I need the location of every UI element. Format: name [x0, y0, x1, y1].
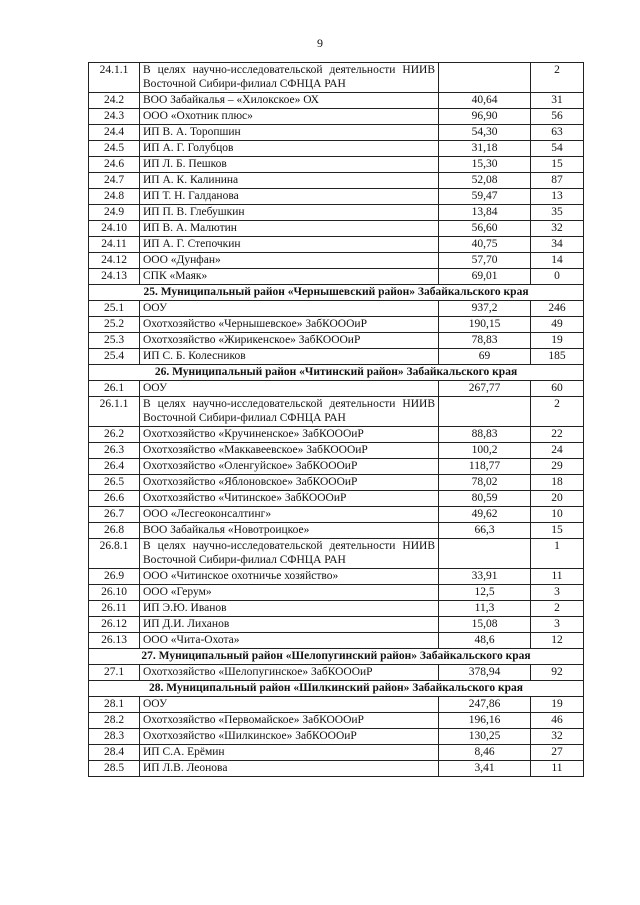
- row-count: 2: [531, 397, 584, 427]
- row-count: 87: [531, 173, 584, 189]
- table-row: [89, 427, 584, 443]
- table-row: [89, 491, 584, 507]
- row-count: 19: [531, 697, 584, 713]
- section-heading: 26. Муниципальный район «Читинский район» Забайкальского края: [89, 365, 584, 381]
- row-area: 69,01: [439, 269, 531, 285]
- row-count: 32: [531, 221, 584, 237]
- row-count: 49: [531, 317, 584, 333]
- hunting-grounds-table: [88, 62, 584, 777]
- table-row: [89, 617, 584, 633]
- row-name: ИП Т. Н. Галданова: [140, 189, 439, 205]
- row-number: 27.1: [89, 665, 140, 681]
- table-row: [89, 63, 584, 93]
- row-count: 13: [531, 189, 584, 205]
- row-area: 31,18: [439, 141, 531, 157]
- row-area: 3,41: [439, 761, 531, 777]
- row-number: 26.6: [89, 491, 140, 507]
- row-number: 26.1.1: [89, 397, 140, 427]
- row-count: 14: [531, 253, 584, 269]
- row-number: 24.3: [89, 109, 140, 125]
- table-row: [89, 173, 584, 189]
- row-area: 56,60: [439, 221, 531, 237]
- row-name: ООУ: [140, 301, 439, 317]
- table-row: [89, 397, 584, 427]
- row-name: ООО «Дунфан»: [140, 253, 439, 269]
- row-count: 60: [531, 381, 584, 397]
- row-area: 69: [439, 349, 531, 365]
- row-count: 18: [531, 475, 584, 491]
- table-row: [89, 523, 584, 539]
- row-area: 52,08: [439, 173, 531, 189]
- table-row: [89, 269, 584, 285]
- row-count: 24: [531, 443, 584, 459]
- row-number: 25.1: [89, 301, 140, 317]
- row-count: 31: [531, 93, 584, 109]
- table-body: [89, 63, 584, 777]
- row-name: Охотхозяйство «Жирикенское» ЗабКОООиР: [140, 333, 439, 349]
- row-name: Охотхозяйство «Оленгуйское» ЗабКОООиР: [140, 459, 439, 475]
- row-area: [439, 539, 531, 569]
- table-row: [89, 157, 584, 173]
- row-count: 2: [531, 63, 584, 93]
- row-area: 15,30: [439, 157, 531, 173]
- table-row: [89, 125, 584, 141]
- row-count: 27: [531, 745, 584, 761]
- row-count: 22: [531, 427, 584, 443]
- row-number: 25.2: [89, 317, 140, 333]
- row-count: 35: [531, 205, 584, 221]
- row-number: 24.7: [89, 173, 140, 189]
- row-number: 24.11: [89, 237, 140, 253]
- table-row: [89, 317, 584, 333]
- row-area: 130,25: [439, 729, 531, 745]
- row-count: 92: [531, 665, 584, 681]
- section-heading-row: [89, 285, 584, 301]
- table-row: [89, 93, 584, 109]
- table-row: [89, 253, 584, 269]
- row-number: 24.6: [89, 157, 140, 173]
- row-area: 33,91: [439, 569, 531, 585]
- table-row: [89, 475, 584, 491]
- table-row: [89, 745, 584, 761]
- row-count: 19: [531, 333, 584, 349]
- row-name: ИП С.А. Ерёмин: [140, 745, 439, 761]
- row-area: 57,70: [439, 253, 531, 269]
- row-count: 11: [531, 569, 584, 585]
- row-name: ВОО Забайкалья «Новотроицкое»: [140, 523, 439, 539]
- row-count: 10: [531, 507, 584, 523]
- row-area: 11,3: [439, 601, 531, 617]
- row-name: В целях научно-исследовательской деятельности НИИВ Восточной Сибири-филиал СФНЦА РАН: [140, 63, 439, 93]
- row-count: 2: [531, 601, 584, 617]
- row-count: 29: [531, 459, 584, 475]
- row-area: 267,77: [439, 381, 531, 397]
- table-row: [89, 507, 584, 523]
- row-name: В целях научно-исследовательской деятельности НИИВ Восточной Сибири-филиал СФНЦА РАН: [140, 539, 439, 569]
- section-heading: 25. Муниципальный район «Чернышевский район» Забайкальского края: [89, 285, 584, 301]
- row-name: ООО «Герум»: [140, 585, 439, 601]
- row-number: 28.1: [89, 697, 140, 713]
- row-name: ООО «Читинское охотничье хозяйство»: [140, 569, 439, 585]
- row-area: 78,83: [439, 333, 531, 349]
- row-number: 26.2: [89, 427, 140, 443]
- table-row: [89, 665, 584, 681]
- row-number: 28.4: [89, 745, 140, 761]
- row-count: 34: [531, 237, 584, 253]
- row-area: [439, 397, 531, 427]
- row-number: 26.13: [89, 633, 140, 649]
- table-row: [89, 601, 584, 617]
- row-area: 54,30: [439, 125, 531, 141]
- row-area: 196,16: [439, 713, 531, 729]
- row-name: ООО «Чита-Охота»: [140, 633, 439, 649]
- row-count: 3: [531, 585, 584, 601]
- row-number: 28.2: [89, 713, 140, 729]
- row-number: 26.7: [89, 507, 140, 523]
- table-row: [89, 443, 584, 459]
- row-name: ИП А. Г. Степочкин: [140, 237, 439, 253]
- row-name: Охотхозяйство «Маккавеевское» ЗабКОООиР: [140, 443, 439, 459]
- row-count: 15: [531, 523, 584, 539]
- row-area: 78,02: [439, 475, 531, 491]
- row-area: 15,08: [439, 617, 531, 633]
- row-number: 25.3: [89, 333, 140, 349]
- row-number: 26.8.1: [89, 539, 140, 569]
- table-row: [89, 221, 584, 237]
- row-name: ИП А. К. Калинина: [140, 173, 439, 189]
- row-area: 40,75: [439, 237, 531, 253]
- row-count: 54: [531, 141, 584, 157]
- table-row: [89, 713, 584, 729]
- row-area: 96,90: [439, 109, 531, 125]
- row-number: 24.5: [89, 141, 140, 157]
- row-number: 26.8: [89, 523, 140, 539]
- row-name: ООУ: [140, 381, 439, 397]
- section-heading-row: [89, 365, 584, 381]
- row-name: Охотхозяйство «Яблоновское» ЗабКОООиР: [140, 475, 439, 491]
- row-count: 56: [531, 109, 584, 125]
- row-area: 88,83: [439, 427, 531, 443]
- section-heading-row: [89, 681, 584, 697]
- row-name: Охотхозяйство «Кручиненское» ЗабКОООиР: [140, 427, 439, 443]
- row-name: ИП Э.Ю. Иванов: [140, 601, 439, 617]
- row-name: ООО «Охотник плюс»: [140, 109, 439, 125]
- row-count: 20: [531, 491, 584, 507]
- table-row: [89, 333, 584, 349]
- row-name: СПК «Маяк»: [140, 269, 439, 285]
- row-number: 24.9: [89, 205, 140, 221]
- row-area: 937,2: [439, 301, 531, 317]
- row-number: 24.12: [89, 253, 140, 269]
- row-count: 185: [531, 349, 584, 365]
- row-count: 11: [531, 761, 584, 777]
- row-name: Охотхозяйство «Шилкинское» ЗабКОООиР: [140, 729, 439, 745]
- row-count: 0: [531, 269, 584, 285]
- row-count: 1: [531, 539, 584, 569]
- table-row: [89, 459, 584, 475]
- row-number: 28.3: [89, 729, 140, 745]
- row-name: ИП Л. Б. Пешков: [140, 157, 439, 173]
- row-area: 66,3: [439, 523, 531, 539]
- row-area: 49,62: [439, 507, 531, 523]
- row-count: 32: [531, 729, 584, 745]
- page-number: 9: [317, 36, 323, 50]
- table-row: [89, 237, 584, 253]
- row-area: 8,46: [439, 745, 531, 761]
- row-count: 246: [531, 301, 584, 317]
- row-number: 26.11: [89, 601, 140, 617]
- row-area: 100,2: [439, 443, 531, 459]
- row-number: 26.3: [89, 443, 140, 459]
- row-count: 12: [531, 633, 584, 649]
- row-name: ИП Л.В. Леонова: [140, 761, 439, 777]
- table-row: [89, 585, 584, 601]
- row-area: 13,84: [439, 205, 531, 221]
- row-number: 26.9: [89, 569, 140, 585]
- row-area: 190,15: [439, 317, 531, 333]
- table-row: [89, 349, 584, 365]
- table-row: [89, 729, 584, 745]
- row-number: 24.1.1: [89, 63, 140, 93]
- table-row: [89, 381, 584, 397]
- row-number: 26.4: [89, 459, 140, 475]
- section-heading: 28. Муниципальный район «Шилкинский район» Забайкальского края: [89, 681, 584, 697]
- row-name: ИП Д.И. Лиханов: [140, 617, 439, 633]
- row-number: 25.4: [89, 349, 140, 365]
- row-count: 46: [531, 713, 584, 729]
- row-name: В целях научно-исследовательской деятельности НИИВ Восточной Сибири-филиал СФНЦА РАН: [140, 397, 439, 427]
- row-name: ИП В. А. Малютин: [140, 221, 439, 237]
- row-number: 24.10: [89, 221, 140, 237]
- row-area: 118,77: [439, 459, 531, 475]
- row-count: 63: [531, 125, 584, 141]
- table-row: [89, 697, 584, 713]
- section-heading-row: [89, 649, 584, 665]
- row-name: Охотхозяйство «Чернышевское» ЗабКОООиР: [140, 317, 439, 333]
- row-name: Охотхозяйство «Первомайское» ЗабКОООиР: [140, 713, 439, 729]
- row-count: 3: [531, 617, 584, 633]
- table-row: [89, 189, 584, 205]
- table-row: [89, 205, 584, 221]
- row-number: 24.13: [89, 269, 140, 285]
- row-area: 12,5: [439, 585, 531, 601]
- row-name: ООО «Лесгеоконсалтинг»: [140, 507, 439, 523]
- row-area: [439, 63, 531, 93]
- row-count: 15: [531, 157, 584, 173]
- section-heading: 27. Муниципальный район «Шелопугинский район» Забайкальского края: [89, 649, 584, 665]
- row-number: 24.2: [89, 93, 140, 109]
- row-name: Охотхозяйство «Шелопугинское» ЗабКОООиР: [140, 665, 439, 681]
- row-name: ИП В. А. Торопшин: [140, 125, 439, 141]
- row-area: 378,94: [439, 665, 531, 681]
- row-area: 59,47: [439, 189, 531, 205]
- row-area: 48,6: [439, 633, 531, 649]
- row-number: 26.12: [89, 617, 140, 633]
- row-number: 26.5: [89, 475, 140, 491]
- row-area: 40,64: [439, 93, 531, 109]
- row-name: ООУ: [140, 697, 439, 713]
- table-row: [89, 109, 584, 125]
- table-row: [89, 301, 584, 317]
- row-area: 80,59: [439, 491, 531, 507]
- table-row: [89, 633, 584, 649]
- table-row: [89, 539, 584, 569]
- table-row: [89, 569, 584, 585]
- row-number: 26.10: [89, 585, 140, 601]
- row-name: ИП С. Б. Колесников: [140, 349, 439, 365]
- row-area: 247,86: [439, 697, 531, 713]
- row-name: ВОО Забайкалья – «Хилокское» ОХ: [140, 93, 439, 109]
- table-row: [89, 761, 584, 777]
- row-name: ИП П. В. Глебушкин: [140, 205, 439, 221]
- row-name: Охотхозяйство «Читинское» ЗабКОООиР: [140, 491, 439, 507]
- row-number: 24.4: [89, 125, 140, 141]
- row-number: 26.1: [89, 381, 140, 397]
- row-number: 28.5: [89, 761, 140, 777]
- row-number: 24.8: [89, 189, 140, 205]
- table-row: [89, 141, 584, 157]
- row-name: ИП А. Г. Голубцов: [140, 141, 439, 157]
